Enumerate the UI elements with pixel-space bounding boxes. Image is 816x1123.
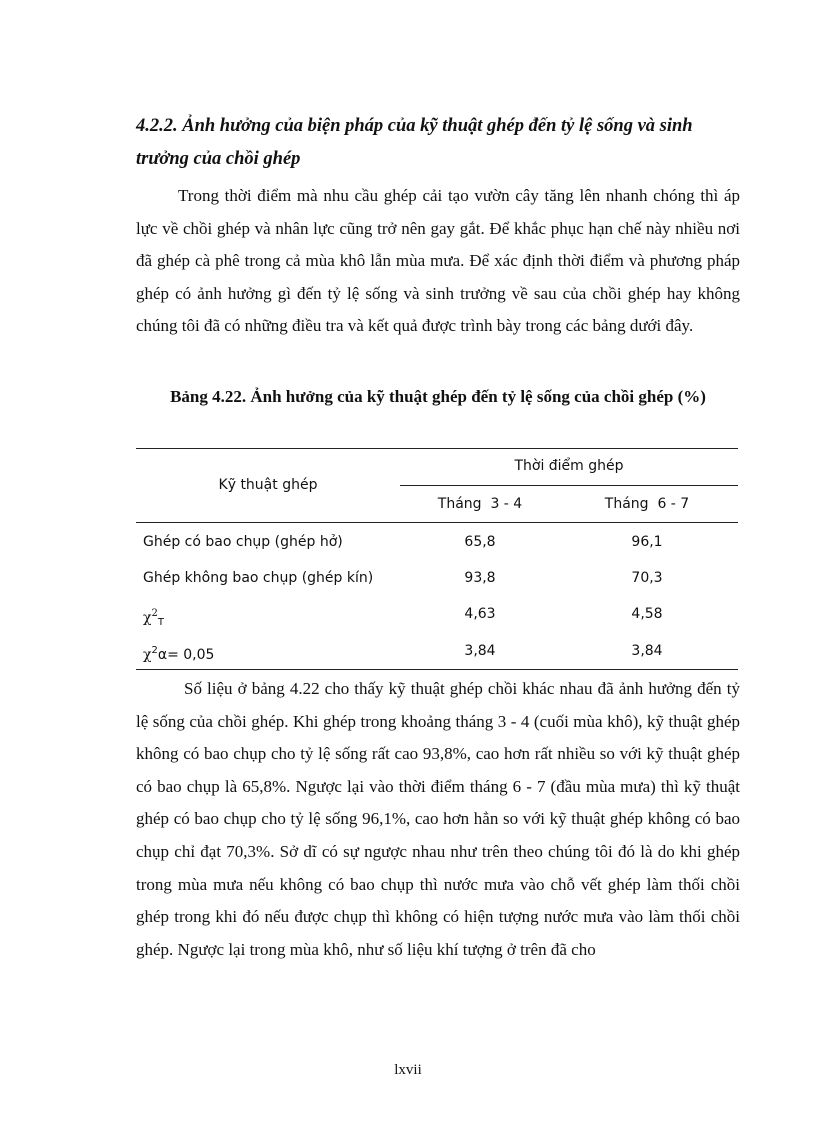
chi-subscript: T (157, 617, 164, 628)
header-method: Kỹ thuật ghép (218, 477, 318, 493)
row-label: Ghép không bao chụp (ghép kín) (143, 570, 374, 586)
chi-superscript: 2 (151, 608, 158, 619)
table-header-mid-rule (400, 485, 738, 486)
intro-paragraph: Trong thời điểm mà nhu cầu ghép cải tạo vườn cây tăng lên nhanh chóng thì áp lực về chồi ghép và nhân lực cũng trở nên gay gắt. Để khắc phục hạn chế này nhiều nơi đã ghép cà phê trong cả mùa khô lẫn mùa mưa. Để xác định thời điểm và phương pháp ghép có ảnh hưởng gì đến tỷ lệ sống và sinh trưởng về sau của chồi ghép hay không chúng tôi đã có những điều tra và kết quả được trình bày trong các bảng dưới đây. (136, 186, 740, 336)
chi-symbol: χ (143, 610, 152, 626)
chi-superscript: 2 (151, 645, 158, 656)
row-value: 70,3 (631, 570, 663, 586)
table-caption: Bảng 4.22. Ảnh hưởng của kỹ thuật ghép đến tỷ lệ sống của chồi ghép (%) (170, 387, 706, 406)
page-number: lxvii (394, 1062, 422, 1078)
table-top-rule (136, 448, 738, 449)
chi-symbol: χ (143, 647, 152, 663)
header-col2: Tháng 6 - 7 (604, 496, 690, 512)
row-value: 3,84 (631, 643, 663, 659)
row-value: 65,8 (464, 534, 496, 550)
analysis-paragraph: Số liệu ở bảng 4.22 cho thấy kỹ thuật ghép chồi khác nhau đã ảnh hưởng đến tỷ lệ sống của chồi ghép. Khi ghép trong khoảng tháng 3 - 4 (cuối mùa khô), kỹ thuật ghép không có bao chụp cho tỷ lệ sống rất cao 93,8%, cao hơn rất nhiều so với kỹ thuật ghép có bao chụp là 65,8%. Ngược lại vào thời điểm tháng 6 - 7 (đầu mùa mưa) thì kỹ thuật ghép có bao chụp cho tỷ lệ sống 96,1%, cao hơn hẳn so với kỹ thuật ghép không có bao chụp chỉ đạt 70,3%. Sở dĩ có sự ngược nhau như trên theo chúng tôi đó là do khi ghép trong mùa mưa nếu không có bao chụp thì nước mưa vào chỗ vết ghép làm thối chồi ghép trong khi đó nếu được chụp thì không có hiện tượng nước mưa vào làm thối chồi ghép. Ngược lại trong mùa khô, như số liệu khí tượng ở trên đã cho (136, 679, 740, 959)
row-label-chi-square-t (143, 604, 164, 633)
row-value: 4,58 (631, 606, 663, 622)
row-label-chi-square-alpha (143, 641, 214, 665)
table-bottom-rule (136, 669, 738, 670)
row-label: Ghép có bao chụp (ghép hở) (143, 534, 343, 550)
section-heading: 4.2.2. Ảnh hưởng của biện pháp của kỹ thuật ghép đến tỷ lệ sống và sinh trưởng của chồi ghép (136, 116, 693, 169)
header-time: Thời điểm ghép (514, 458, 624, 474)
row-value: 96,1 (631, 534, 663, 550)
row-value: 93,8 (464, 570, 496, 586)
table-header-bottom-rule (136, 522, 738, 523)
header-col1: Tháng 3 - 4 (437, 496, 523, 512)
alpha-label: α= 0,05 (157, 647, 215, 663)
row-value: 4,63 (464, 606, 496, 622)
row-value: 3,84 (464, 643, 496, 659)
